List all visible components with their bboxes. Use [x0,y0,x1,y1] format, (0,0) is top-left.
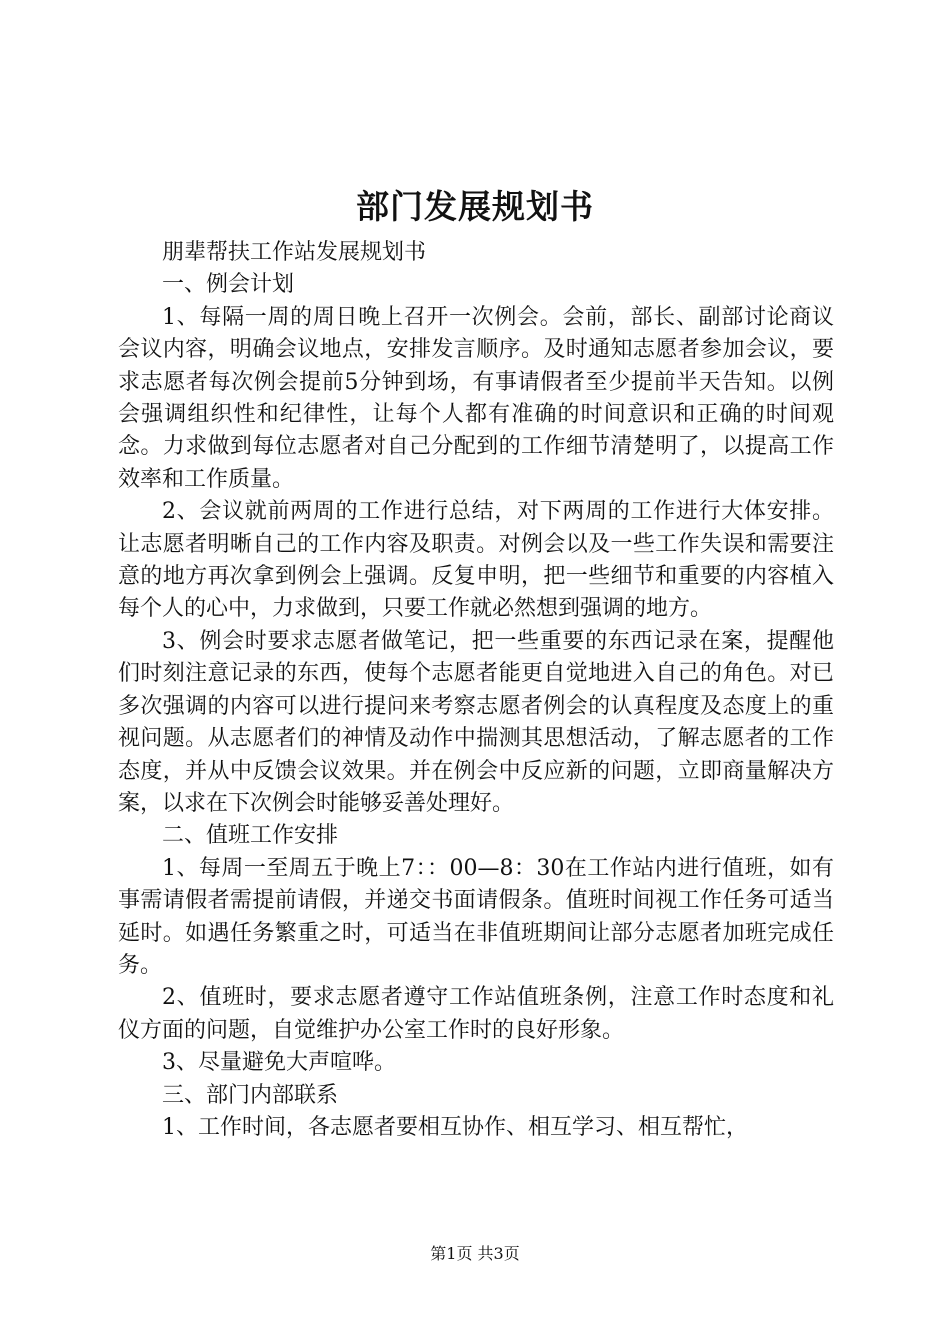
paragraph-subtitle: 朋辈帮扶工作站发展规划书 [162,240,427,265]
document-body [118,237,834,1144]
paragraph-duty-1: 1、每周一至周五于晚上7：：00—8：30在工作站内进行值班，如有事需请假者需提前请假，并递交书面请假条。值班时间视工作任务可适当延时。如遇任务繁重之时，可适当在非值班期间让部分志愿者加班完成任务。 [118,855,834,978]
paragraph-meeting-2: 2、会议就前两周的工作进行总结，对下两周的工作进行大体安排。让志愿者明晰自己的工作内容及职责。对例会以及一些工作失误和需要注意的地方再次拿到例会上强调。反复申明，把一些细节和重要的内容植入每个人的心中，力求做到，只要工作就必然想到强调的地方。 [118,499,834,622]
paragraph-meeting-1: 1、每隔一周的周日晚上召开一次例会。会前，部长、副部讨论商议会议内容，明确会议地点，安排发言顺序。及时通知志愿者参加会议，要求志愿者每次例会提前5分钟到场，有事请假者至少提前半天告知。以例会强调组织性和纪律性，让每个人都有准确的时间意识和正确的时间观念。力求做到每位志愿者对自己分配到的工作细节清楚明了，以提高工作效率和工作质量。 [118,304,834,492]
paragraph-duty-2: 2、值班时，要求志愿者遵守工作站值班条例，注意工作时态度和礼仪方面的问题，自觉维护办公室工作时的良好形象。 [118,985,834,1043]
paragraph-contact-1: 1、工作时间，各志愿者要相互协作、相互学习、相互帮忙， [162,1114,748,1140]
page-footer: 第1页 共3页 [430,1244,520,1263]
section-heading-duty-arrangement: 二、值班工作安排 [162,823,339,849]
section-heading-meeting-plan: 一、例会计划 [162,272,295,298]
paragraph-meeting-3: 3、例会时要求志愿者做笔记，把一些重要的东西记录在案，提醒他们时刻注意记录的东西，使每个志愿者能更自觉地进入自己的角色。对已多次强调的内容可以进行提问来考察志愿者例会的认真程度及态度上的重视问题。从志愿者们的神情及动作中揣测其思想活动，了解志愿者的工作态度，并从中反馈会议效果。并在例会中反应新的问题，立即商量解决方案，以求在下次例会时能够妥善处理好。 [118,628,834,816]
document-title: 部门发展规划书 [356,187,594,226]
section-heading-internal-contact: 三、部门内部联系 [162,1082,339,1108]
paragraph-duty-3: 3、尽量避免大声喧哗。 [162,1050,396,1076]
